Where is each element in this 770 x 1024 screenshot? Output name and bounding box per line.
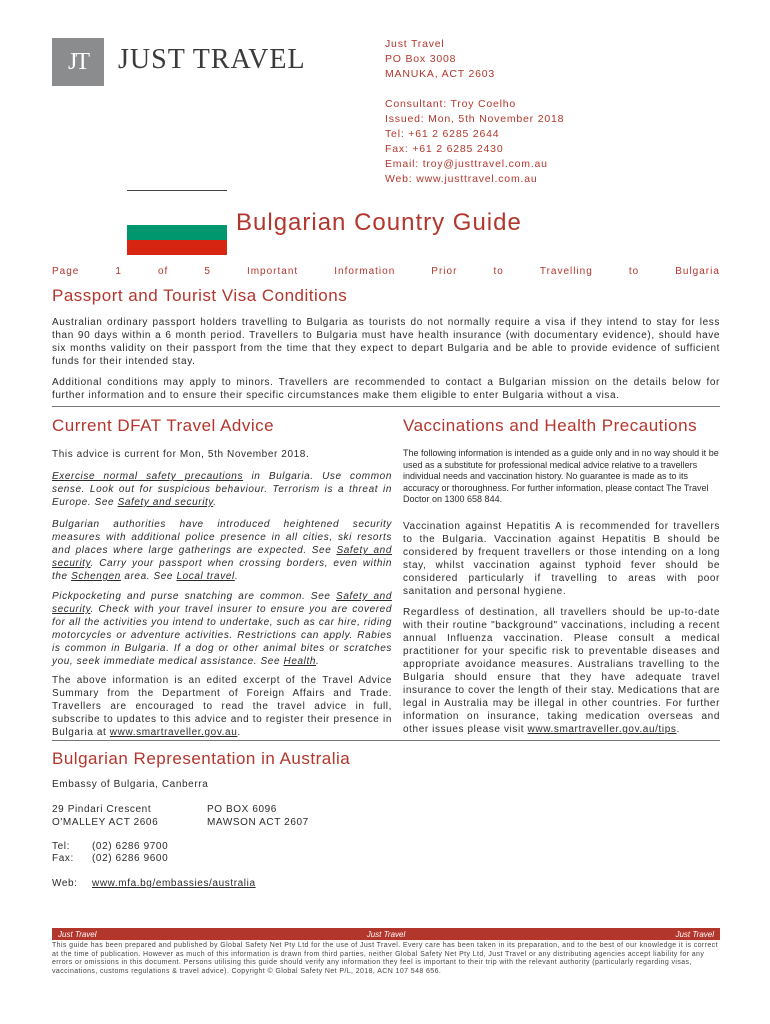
para-text: in Bulgaria. Use common sense. Look out for suspicious behaviour. Terrorism is a threat in Europe. See [52, 471, 392, 508]
section-rule [52, 740, 720, 741]
page-title: Bulgarian Country Guide [236, 209, 522, 236]
dfat-para-4 [52, 674, 392, 739]
embassy-fax: (02) 6286 9600 [92, 853, 169, 864]
agency-tel: Tel: +61 2 6285 2644 [385, 128, 500, 140]
footer-right: Just Travel [675, 929, 714, 939]
link-health[interactable]: Health [283, 656, 317, 667]
dfat-para-2 [52, 518, 392, 583]
subtitle-word: Page [52, 266, 80, 277]
logo-name: JUST TRAVEL [118, 44, 306, 75]
link-safety-precautions[interactable]: Exercise normal safety precautions [52, 471, 244, 482]
rep-heading: Bulgarian Representation in Australia [52, 749, 351, 768]
vacc-para-1: The following information is intended as a guide only and in no way should it be used as a substitute for professional medical advice relative to a travellers individual needs and vaccination history. No guarantee is made as to its accuracy or thoroughness. For further information, please contact The Travel Doctor on 1300 658 844. [403, 448, 719, 504]
dfat-current: This advice is current for Mon, 5th November 2018. [52, 449, 310, 460]
footer-left: Just Travel [58, 929, 97, 939]
divider [127, 190, 227, 191]
dfat-para-3 [52, 590, 392, 668]
po-line-2: MAWSON ACT 2607 [207, 817, 309, 828]
subtitle-word: Important [246, 266, 299, 277]
passport-heading: Passport and Tourist Visa Conditions [52, 286, 348, 305]
link-smartraveller[interactable]: www.smartraveller.gov.au [109, 727, 238, 738]
link-safety-security[interactable]: Safety and security [52, 545, 392, 569]
agency-line: MANUKA, ACT 2603 [385, 68, 496, 80]
subtitle-word: Prior [431, 266, 458, 277]
para-text: . Check with your travel insurer to ensure you are covered for all the activities you intend to undertake, such as car hire, riding motorcycles or adventure activities. Restrictions can apply. Rabies is common in Bulgaria. If a dog or other animal bites or scratches you, seek immediate medical assistance. See [52, 604, 392, 667]
issued-date: Issued: Mon, 5th November 2018 [385, 113, 565, 125]
consultant: Consultant: Troy Coelho [385, 98, 517, 110]
vacc-para-3 [403, 606, 720, 736]
footer-center: Just Travel [366, 929, 406, 939]
web-label: Web: [52, 878, 78, 889]
para-text: . [234, 571, 239, 582]
embassy-tel: (02) 6286 9700 [92, 841, 169, 852]
para-text: Bulgarian authorities have introduced heightened security measures with additional police presence in all cities, ski resorts and places where large gatherings are expected. See [52, 519, 392, 556]
agency-line: PO Box 3008 [385, 53, 457, 65]
fax-label: Fax: [52, 853, 74, 864]
link-smartraveller-tips[interactable]: www.smartraveller.gov.au/tips [527, 724, 677, 735]
dfat-para-1 [52, 470, 392, 509]
flag-stripe-white [127, 210, 227, 225]
subtitle-word: 1 [115, 266, 122, 277]
para-text: . [237, 727, 241, 738]
subtitle-word: 5 [204, 266, 211, 277]
logo-mark: JT [52, 38, 104, 86]
para-text: . [676, 724, 680, 735]
agency-email: Email: troy@justtravel.com.au [385, 158, 548, 170]
flag-stripe-red [127, 240, 227, 255]
agency-fax: Fax: +61 2 6285 2430 [385, 143, 504, 155]
vacc-heading: Vaccinations and Health Precautions [403, 416, 698, 435]
subtitle-word: Information [334, 266, 396, 277]
street-line-1: 29 Pindari Crescent [52, 804, 152, 815]
dfat-heading: Current DFAT Travel Advice [52, 416, 275, 435]
passport-para-1: Australian ordinary passport holders travelling to Bulgaria as tourists do not normally require a visa if they intend to stay for less than 90 days within a 6 month period. Travellers to Bulgaria must have health insurance (with documentary evidence), should have six months validity on their passport from the time that they expect to depart Bulgaria and be able to provide evidence of sufficient funds for their intended stay. [52, 317, 720, 367]
subtitle-word: Travelling [539, 266, 593, 277]
para-text: . [213, 497, 217, 508]
section-rule [52, 406, 720, 407]
bulgaria-flag [127, 210, 227, 255]
subtitle-word: Bulgaria [675, 266, 720, 277]
passport-para-2: Additional conditions may apply to minors. Travellers are recommended to contact a Bulgarian mission on the details below for further information and to ensure their specific circumstances make them eligible to enter Bulgaria without a visa. [52, 377, 720, 401]
link-safety-security[interactable]: Safety and security [52, 591, 393, 615]
footer-disclaimer: This guide has been prepared and published by Global Safety Net Pty Ltd for the use of Just Travel. Every care has been taken in its preparation, and to the best of our knowledge it is correct at the time of publication. However as much of this information is drawn from third parties, neither Global Safety Net Pty Ltd, Just Travel or any distributing agencies accept liability for any errors or omissions in this document. Persons utilising this guide should verify any information they feel is important to their trip with the relevant authority (particularly regarding visas, vaccinations, customs regulations & travel advice). Copyright © Global Safety Net P/L, 2018, ACN 107 548 656. [52, 942, 718, 975]
flag-stripe-green [127, 225, 227, 240]
page-subtitle [52, 266, 720, 277]
tel-label: Tel: [52, 841, 70, 852]
embassy-name: Embassy of Bulgaria, Canberra [52, 779, 209, 790]
para-text: . Carry your passport when crossing borders, even within the [52, 558, 392, 582]
footer-bar [52, 928, 720, 940]
street-line-2: O'MALLEY ACT 2606 [52, 817, 159, 828]
po-line-1: PO BOX 6096 [207, 804, 277, 815]
link-schengen[interactable]: Schengen [71, 571, 121, 582]
para-text: . [316, 656, 320, 667]
vacc-para-2: Vaccination against Hepatitis A is recommended for travellers to the Bulgaria. Vaccination against Hepatitis B should be considered by frequent travellers or those intending on a long stay, whilst vaccination against typhoid fever should be considered particularly if travelling to areas with poor sanitation and personal hygiene. [403, 521, 720, 597]
link-safety-security[interactable]: Safety and security [117, 497, 214, 508]
agency-details [385, 37, 564, 187]
embassy-web-link[interactable]: www.mfa.bg/embassies/australia [92, 878, 256, 889]
subtitle-word: to [493, 266, 504, 277]
para-text: area. See [120, 571, 177, 582]
para-text: The above information is an edited excerpt of the Travel Advice Summary from the Department of Foreign Affairs and Trade. Travellers are encouraged to read the travel advice in full, subscribe to updates to this advice and to register their presence in Bulgaria at [52, 675, 392, 738]
agency-line: Just Travel [385, 38, 445, 50]
subtitle-word: to [628, 266, 640, 277]
para-text: Regardless of destination, all travellers should be up-to-date with their routine "background" vaccinations, including a recent annual Influenza vaccination. Please consult a medical practitioner for your specific risk to preventable diseases and appropriate avoidance measures. Australians travelling to the Bulgaria should ensure that they have adequate travel insurance to cover the length of their stay. Medications that are legal in Australia may be illegal in other countries. For further information on insurance, taking medication overseas and other issues please visit [403, 607, 720, 735]
para-text: Pickpocketing and purse snatching are common. See [52, 591, 337, 602]
agency-web: Web: www.justtravel.com.au [385, 173, 538, 185]
link-local-travel[interactable]: Local travel [176, 571, 235, 582]
subtitle-word: of [157, 266, 169, 277]
